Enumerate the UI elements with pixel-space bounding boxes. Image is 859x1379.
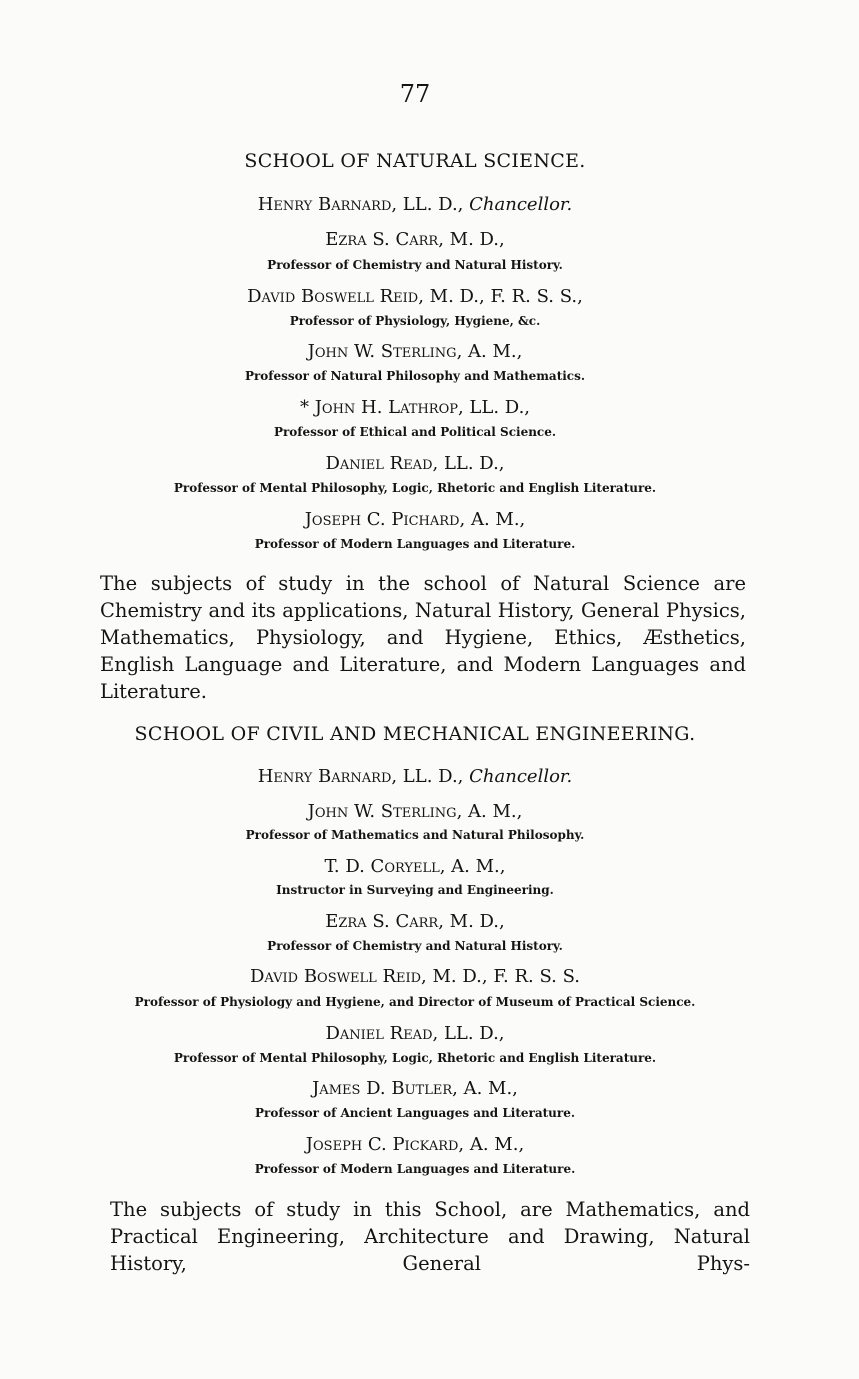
faculty-name: Joseph C. Pickard, A. M., bbox=[305, 1134, 525, 1155]
faculty-name: David Boswell Reid, M. D., F. R. S. S. bbox=[249, 966, 580, 987]
natural-science-paragraph: The subjects of study in the school of Natural Science are Chemistry and its applications, Natural History, General Physics, Mathematics, Physiology, and Hygiene, Ethics, Æsthetics, English Language and Literature, and Modern Languages and Literature. bbox=[100, 572, 746, 703]
natural-science-chancellor bbox=[0, 194, 830, 215]
chancellor-name: Henry Barnard, LL. D., bbox=[257, 766, 464, 787]
faculty-title: Professor of Natural Philosophy and Mathematics. bbox=[244, 369, 586, 383]
faculty-name: Joseph C. Pichard, A. M., bbox=[304, 509, 526, 530]
faculty-name: Daniel Read, LL. D., bbox=[325, 453, 505, 474]
engineering-heading: SCHOOL OF CIVIL AND MECHANICAL ENGINEERING. bbox=[134, 723, 696, 745]
chancellor-name: Henry Barnard, LL. D., bbox=[257, 194, 464, 215]
faculty-title: Professor of Ancient Languages and Literature. bbox=[254, 1106, 575, 1120]
faculty-name: Ezra S. Carr, M. D., bbox=[325, 229, 505, 250]
faculty-name: Ezra S. Carr, M. D., bbox=[325, 911, 505, 932]
faculty-title: Professor of Modern Languages and Literature. bbox=[254, 537, 576, 551]
faculty-name: Daniel Read, LL. D., bbox=[325, 1023, 505, 1044]
faculty-title: Professor of Physiology, Hygiene, &c. bbox=[289, 314, 541, 328]
faculty-title: Instructor in Surveying and Engineering. bbox=[276, 883, 554, 897]
natural-science-heading: SCHOOL OF NATURAL SCIENCE. bbox=[244, 150, 586, 172]
faculty-name: * John H. Lathrop, LL. D., bbox=[299, 397, 531, 418]
faculty-title: Professor of Modern Languages and Literature. bbox=[254, 1162, 576, 1176]
faculty-title: Professor of Physiology and Hygiene, and Director of Museum of Practical Science. bbox=[134, 995, 696, 1009]
chancellor-role: Chancellor. bbox=[469, 766, 573, 787]
engineering-paragraph: The subjects of study in this School, are Mathematics, and Practical Engineering, Architecture and Drawing, Natural History, General Phys- bbox=[110, 1198, 750, 1275]
faculty-title: Professor of Chemistry and Natural History. bbox=[267, 258, 563, 272]
page-number: 77 bbox=[399, 80, 431, 108]
faculty-name: James D. Butler, A. M., bbox=[312, 1078, 518, 1099]
faculty-title: Professor of Mathematics and Natural Philosophy. bbox=[245, 828, 585, 842]
faculty-title: Professor of Ethical and Political Science. bbox=[273, 425, 557, 439]
faculty-title: Professor of Mental Philosophy, Logic, Rhetoric and English Literature. bbox=[173, 481, 657, 495]
faculty-name: T. D. Coryell, A. M., bbox=[324, 856, 506, 877]
faculty-title: Professor of Chemistry and Natural History. bbox=[267, 939, 563, 953]
faculty-name: David Boswell Reid, M. D., F. R. S. S., bbox=[247, 286, 583, 307]
chancellor-role: Chancellor. bbox=[469, 194, 573, 215]
faculty-title: Professor of Mental Philosophy, Logic, Rhetoric and English Literature. bbox=[173, 1051, 657, 1065]
faculty-name: John W. Sterling, A. M., bbox=[307, 801, 523, 822]
engineering-chancellor bbox=[0, 766, 830, 787]
faculty-name: John W. Sterling, A. M., bbox=[307, 341, 523, 362]
